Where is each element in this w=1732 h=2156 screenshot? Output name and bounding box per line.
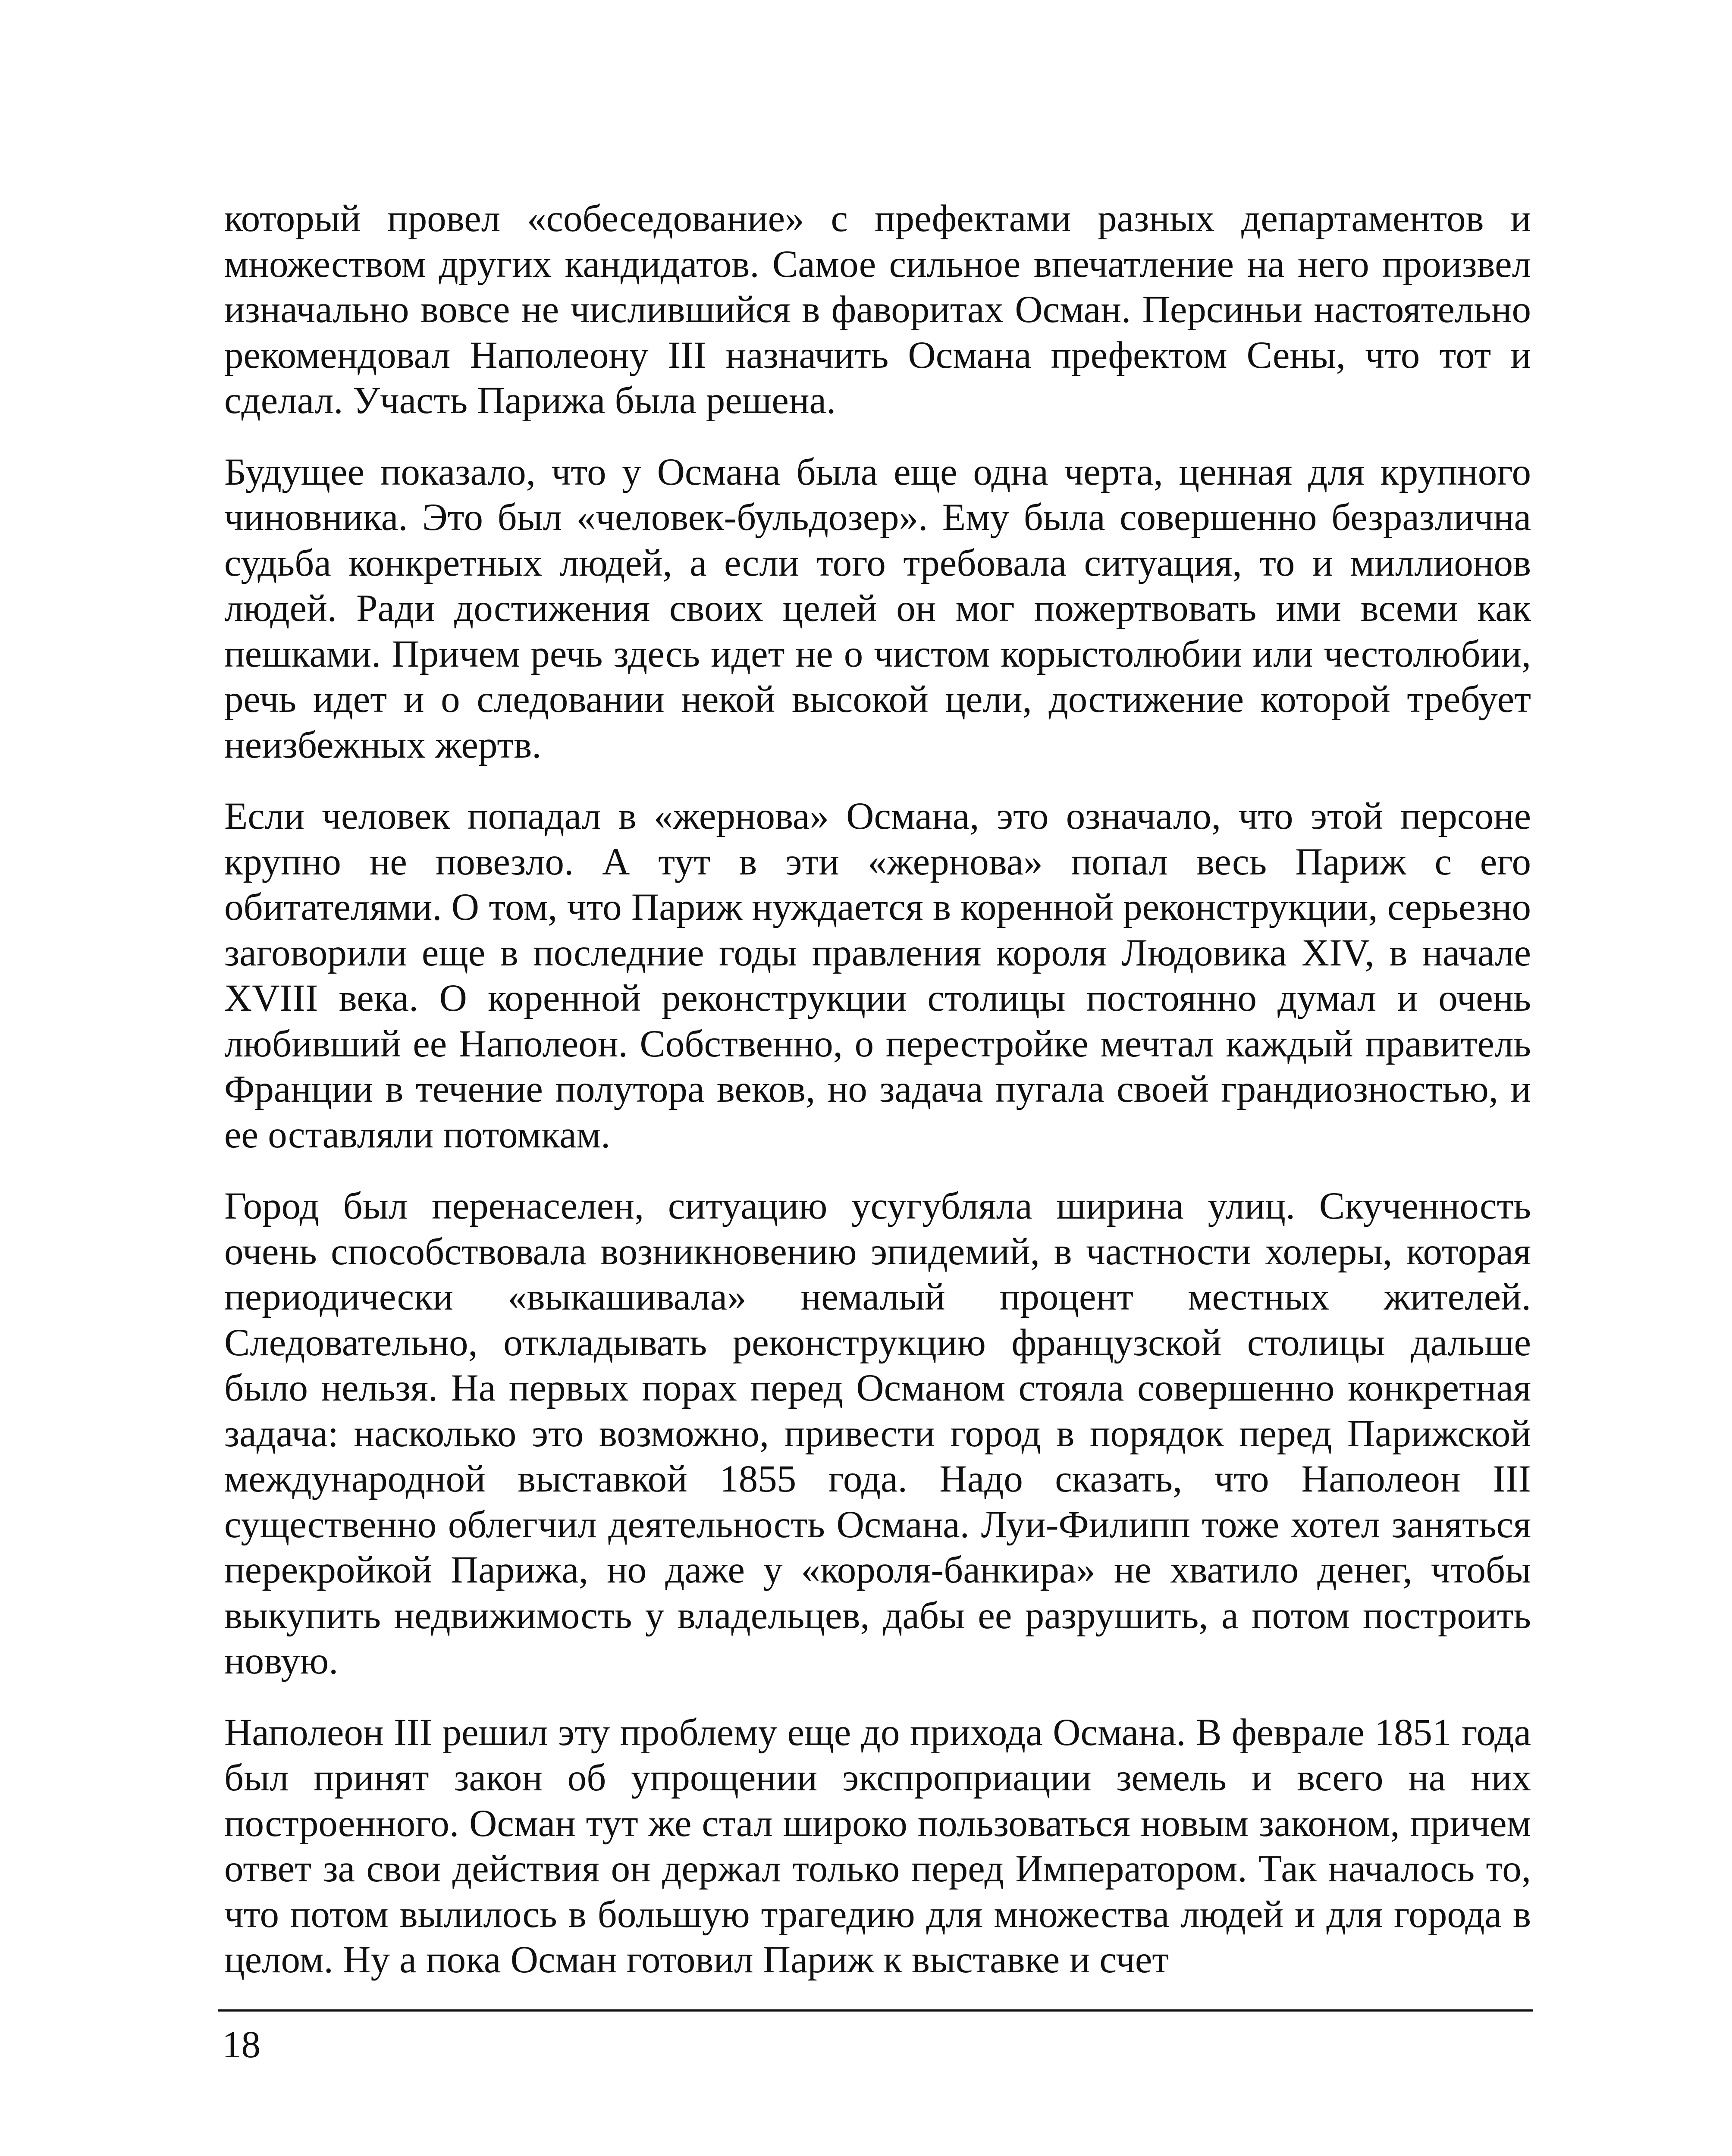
- paragraph-1: который провел «собеседование» с префектами разных департаментов и множеством других кандидатов. Самое сильное впечатление на него произвел изначально вовсе не числившийся в фаворитах Осман. Персиньи настоятельно рекомендовал Наполеону III назначить Османа префектом Сены, что тот и сделал. Участь Парижа была решена.: [224, 197, 1531, 422]
- paragraph-5: Наполеон III решил эту проблему еще до прихода Османа. В феврале 1851 года был принят закон об упрощении экспроприации земель и всего на них построенного. Осман тут же стал широко пользоваться новым законом, причем ответ за свои действия он держал только перед Императором. Так началось то, что потом вылилось в большую трагедию для множества людей и для города в целом. Ну а пока Осман готовил Париж к выставке и счет: [224, 1711, 1531, 1981]
- paragraph-3: Если человек попадал в «жернова» Османа, это означало, что этой персоне крупно не повезло. А тут в эти «жернова» попал весь Париж с его обитателями. О том, что Париж нуждается в коренной реконструкции, серьезно заговорили еще в последние годы правления короля Людовика XIV, в начале XVIII века. О коренной реконструкции столицы постоянно думал и очень любивший ее Наполеон. Собственно, о перестройке мечтал каждый правитель Франции в течение полутора веков, но задача пугала своей грандиозностью, и ее оставляли потомкам.: [224, 795, 1531, 1156]
- page-text-body: [224, 196, 1531, 1983]
- footer-divider: [218, 2009, 1533, 2012]
- paragraph-4: Город был перенаселен, ситуацию усугубляла ширина улиц. Скученность очень способствовала возникновению эпидемий, в частности холеры, которая периодически «выкашивала» немалый процент местных жителей. Следовательно, откладывать реконструкцию французской столицы дальше было нельзя. На первых порах перед Османом стояла совершенно конкретная задача: насколько это возможно, привести город в порядок перед Парижской международной выставкой 1855 года. Надо сказать, что Наполеон III существенно облегчил деятельность Османа. Луи-Филипп тоже хотел заняться перекройкой Парижа, но даже у «короля-банкира» не хватило денег, чтобы выкупить недвижимость у владельцев, дабы ее разрушить, а потом построить новую.: [224, 1185, 1531, 1682]
- page-number: 18: [222, 2024, 260, 2066]
- paragraph-2: Будущее показало, что у Османа была еще одна черта, ценная для крупного чиновника. Это был «человек-бульдозер». Ему была совершенно безразлична судьба конкретных людей, а если того требовала ситуация, то и миллионов людей. Ради достижения своих целей он мог пожертвовать ими всеми как пешками. Причем речь здесь идет не о чистом корыстолюбии или честолюбии, речь идет и о следовании некой высокой цели, достижение которой требует неизбежных жертв.: [224, 451, 1531, 766]
